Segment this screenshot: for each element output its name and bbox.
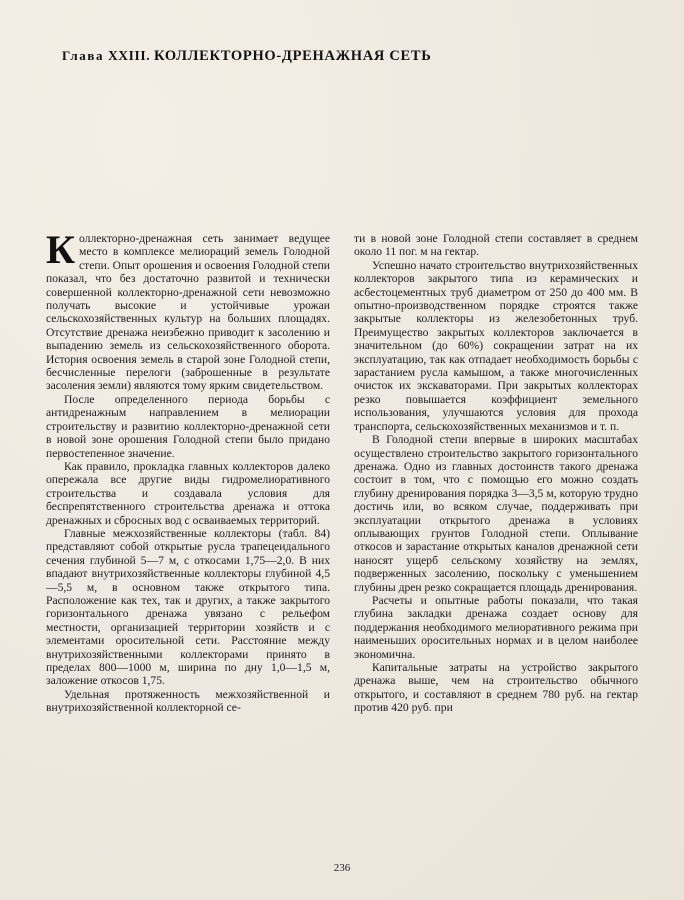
paragraph: Капитальные затраты на устройство закрытого дренажа выше, чем на строительство обычного открытого, и составляют в среднем 780 руб. на гектар против 420 руб. при [354, 661, 638, 715]
paragraph: В Голодной степи впервые в широких масштабах осуществлено строительство закрытого горизонтального дренажа. Одно из главных достоинств такого дренажа состоит в том, что с помощью его можно создать глубину дренирования порядка 3—3,5 м, которую трудно достичь или, во всяком случае, поддерживать при эксплуатации открытого дренажа в условиях оплывающих грунтов Голодной степи. Оплывание откосов и зарастание открытых каналов дренажной сети наносят ущерб сельскому хозяйству на землях, подверженных засолению, поскольку с уменьшением глубины дрен резко сокращается площадь дренирования. [354, 433, 638, 594]
paragraph: После определенного периода борьбы с антидренажным направлением в мелиорации строительству и развитию коллекторно-дренажной сети в новой зоне орошения Голодной степи было придано первостепенное значение. [46, 392, 330, 460]
drop-cap: К [46, 227, 76, 272]
body-text [46, 227, 638, 715]
chapter-heading [62, 48, 638, 65]
paragraph: Как правило, прокладка главных коллекторов далеко опережала все другие виды гидромелиоративного строительства и создавала условия для беспрепятственного строительства дренажа и оттока дренажных и сбросных вод с осваиваемых территорий. [46, 459, 330, 527]
paragraph-text: оллекторно-дренажная сеть занимает ведущее место в комплексе мелиораций земель Голодной степи. Опыт орошения и освоения Голодной степи показал, что без достаточно развитой и технически совершенной коллекторно-дренажной сети невозможно получать высокие и устойчивые урожаи сельскохозяйственных культур на больших площадях. Отсутствие дренажа неизбежно приводит к засолению и выпадению земель из сельскохозяйственного оборота. История освоения земель в старой зоне Голодной степи, бесчисленные перелоги (заброшенные в результате засоления земли) являются тому ярким свидетельством. [46, 232, 330, 393]
text-column-right [354, 232, 638, 715]
paragraph: ти в новой зоне Голодной степи составляет в среднем около 11 пог. м на гектар. [354, 232, 638, 259]
paragraph: Удельная протяженность межхозяйственной и внутрихозяйственной коллекторной се- [46, 687, 330, 715]
page-number: 236 [333, 862, 351, 874]
paragraph: Расчеты и опытные работы показали, что такая глубина закладки дренажа создает основу для поддержания необходимого мелиоративного режима при наименьших оросительных нормах и в целом наиболее экономична. [354, 593, 638, 661]
chapter-label: Глава [62, 48, 105, 63]
paragraph: Главные межхозяйственные коллекторы (табл. 84) представляют собой открытые русла трапецеидального сечения глубиной 5—7 м, с откосами 1,75—2,0. В них впадают внутрихозяйственные коллекторы глубиной 4,5—5,5 м, в основном также открытого типа. Расположение как тех, так и других, а также закрытого горизонтального дренажа увязано с рельефом местности, организацией территории хозяйств и с элементами оросительной сети. Расстояние между внутрихозяйственными коллекторами принято в пределах 800—1000 м, ширина по дну 1,0—1,5 м, заложение откосов 1,75. [46, 526, 330, 688]
text-column-left [46, 227, 330, 715]
chapter-number: XXIII. [107, 48, 151, 63]
paragraph [46, 227, 330, 393]
paragraph: Успешно начато строительство внутрихозяйственных коллекторов закрытого типа из керамических и асбестоцементных труб диаметром от 250 до 400 мм. В опытно-производственном порядке строятся также закрытые коллекторы из железобетонных труб. Преимущество закрытых коллекторов заключается в значительном (до 60%) сокращении затрат на их эксплуатацию, так как отпадает необходимость борьбы с зарастанием русла камышом, а также многочисленных очисток их экскаваторами. При закрытых коллекторах резко повышается коэффициент земельного использования, улучшаются условия для прохода транспорта, сельскохозяйственных механизмов и т. п. [354, 258, 638, 433]
chapter-title: КОЛЛЕКТОРНО-ДРЕНАЖНАЯ СЕТЬ [154, 48, 432, 64]
